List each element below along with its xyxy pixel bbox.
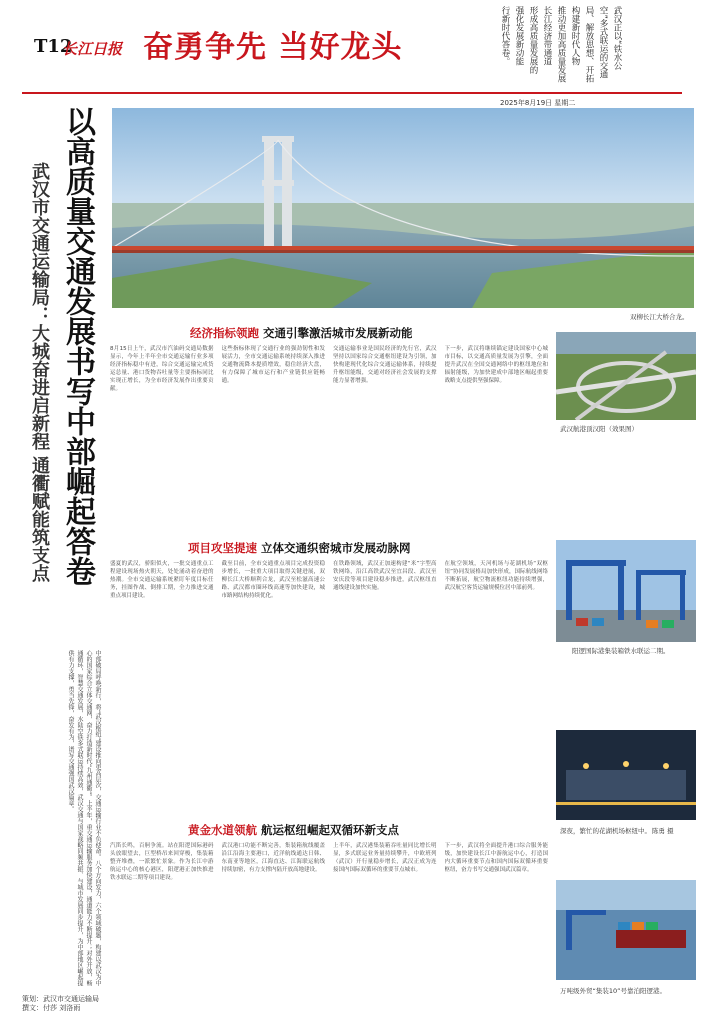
top-column-line: 强化发展新动能 — [514, 6, 524, 66]
section-lead: 黄金水道领航 — [188, 823, 257, 837]
bridge-photo — [112, 108, 694, 308]
section-body — [110, 560, 548, 820]
paragraph: 交通运输事业是国民经济的先行官，武汉坚持以国家综合交通枢纽建设为引领，加快构建现代化综合交通运输体系，持续提升枢纽能级，交通对经济社会发展的支撑能力显著增强。 — [333, 346, 437, 384]
credit-line: 策划：武汉市交通运输局 — [22, 995, 99, 1003]
top-column-line: 行新时代答卷。 — [500, 6, 510, 66]
cargo-ship-photo — [556, 880, 696, 980]
port-photo — [556, 540, 696, 642]
paragraph: 汽笛长鸣，百舸争流。站在阳逻国际港码头放眼望去，巨型桥吊来回穿梭，集装箱整齐堆叠，一派繁忙景象。作为长江中游航运中心的核心港区，阳逻港正加快推进铁水联运二期等项目建设。 — [110, 843, 214, 881]
header-rule — [22, 92, 682, 94]
top-column-line: 局、解放思想、开拓 — [584, 6, 594, 83]
paragraph: 这些指标体现了交通行业的强劲韧性和发展活力，全市交通运输系统持续深入推进交通物流降本提质增效，稳住经济大盘，有力保障了城市运行和产业链供应链畅通。 — [221, 346, 325, 384]
paragraph: 在航空领域，天河机场与花湖机场“双枢纽”协同发展格局加快形成，国际航线网络不断拓展，航空物流枢纽功能持续增强，武汉航空客货运输规模位居中部前列。 — [444, 561, 548, 591]
airport-photo — [556, 730, 696, 820]
top-column-line: 空”多式联运的交通 — [598, 6, 608, 79]
issue-date: 2025年8月19日 星期二 — [500, 99, 576, 107]
top-column-line: 构建新时代人物 — [570, 6, 580, 66]
sub-headline: 武汉市交通运输局：大城奋进启新程 通衢赋能筑支点 — [29, 162, 50, 583]
credits — [22, 995, 99, 1013]
photo-caption: 深夜，繁忙的花湖机场枢纽中。 — [560, 827, 651, 835]
photo-caption: 双柳长江大桥合龙。 — [630, 313, 689, 321]
section-title — [190, 325, 413, 341]
photographer-credit: 陈勇 摄 — [652, 827, 674, 835]
section-heading: 交通引擎激活城市发展新动能 — [263, 326, 413, 340]
top-column-line: 形成高质量发展的 — [528, 6, 538, 74]
intro-column: 中部破局呼唤新行，将“武汉枢纽”建设推向更高层次，交通运输行业不负使命。八个方向发力，六个领域破题，构建以武汉为中心的国家综合立体交通网，奋力打造新时代“九州通衢”。上半年，重交通运输服务加快建设，通道能力不断提升；对外开放，畅通循环，智慧交通发展，水陆空铁多式联运持续高效，武汉交通与国家战略同频共振、与城市发展同步提升，为中部地区崛起提供有力支撑，勇当先锋，奋发有为，谱写交通强国武汉篇章。 — [67, 650, 101, 987]
paragraph: 武汉港口功能不断完善，集装箱航线覆盖沿江沿海主要港口，近洋航线通达日韩、东南亚等地区，江海直达、江海联运航线持续加密，有力支撑内陆开放高地建设。 — [221, 843, 325, 873]
section-lead: 经济指标领跑 — [190, 326, 259, 340]
banner-title: 奋勇争先 当好龙头 — [143, 30, 403, 65]
page-number: T12 — [34, 36, 73, 57]
credit-line: 撰文：付莎 刘洛雨 — [22, 1004, 81, 1012]
section-heading: 立体交通织密城市发展动脉网 — [261, 541, 411, 555]
photo-caption: 阳逻国际港集装箱铁水联运二期。 — [572, 647, 670, 655]
main-headline: 以高质量交通发展书写中部崛起答卷 — [60, 106, 95, 586]
section-lead: 项目攻坚提速 — [188, 541, 257, 555]
section-heading: 航运枢纽崛起双循环新支点 — [261, 823, 400, 837]
newspaper-logo: 长江日报 — [62, 40, 123, 58]
paragraph: 上半年，武汉港集装箱吞吐量同比增长明显，多式联运业务量持续攀升，中欧班列（武汉）开行量稳步增长，武汉正成为连接国内国际双循环的重要节点城市。 — [333, 843, 437, 873]
paragraph: 盛夏的武汉，骄阳似火，一批交通重点工程建设现场热火朝天，处处涌动着奋进的热潮。全市交通运输系统紧盯年度目标任务，挂图作战、倒排工期，全力推进交通重点项目建设。 — [110, 561, 214, 599]
paragraph: 下一步，武汉将全面提升港口综合服务能级，加快建设长江中游航运中心，打造国内大循环重要节点和国内国际双循环重要枢纽，奋力书写交通强国武汉篇章。 — [444, 843, 548, 873]
paragraph: 8月15日上午，武汉市汽油码交通局数据显示，今年上半年全市交通运输行业多项经济指标稳中有进，综合交通运输完成货运总量、港口货物吞吐量等主要指标同比实现正增长，为全市经济发展作出重要贡献。 — [110, 346, 214, 392]
interchange-photo — [556, 332, 696, 420]
section-title — [188, 822, 399, 838]
paragraph: 下一步，武汉将继续锚定建设国家中心城市目标，以交通高质量发展为引擎，全面提升武汉在全国交通网络中的枢纽地位和辐射能级，为加快建成中部地区崛起重要战略支点提供坚强保障。 — [444, 346, 548, 384]
paragraph: 在铁路领域，武汉正加速构建“米”字型高铁网络，沿江高铁武汉至宜昌段、武汉至安庆段等项目建设稳步推进，武汉枢纽直通线建设加快实施。 — [333, 561, 437, 591]
top-column-line: 长江经济带通道 — [542, 6, 552, 66]
photo-caption: 万吨级外贸“集装10”号靠泊阳逻港。 — [560, 987, 667, 995]
paragraph: 截至目前，全市交通重点项目完成投资稳步增长，一批重大项目取得关键进展，双柳长江大桥顺利合龙，武汉至松滋高速公路、武汉都市圈环线高速等加快建设，城市路网结构持续优化。 — [221, 561, 325, 599]
section-title — [188, 540, 411, 556]
section-body — [110, 345, 548, 527]
photo-caption: 武汉航港顶汉阳（效果图） — [560, 425, 638, 433]
section-body — [110, 842, 548, 1012]
top-column-text — [500, 6, 622, 88]
top-column-line: 推动更加高质量发展 — [556, 6, 566, 83]
top-column-line: 武汉正以“铁水公 — [612, 6, 622, 70]
